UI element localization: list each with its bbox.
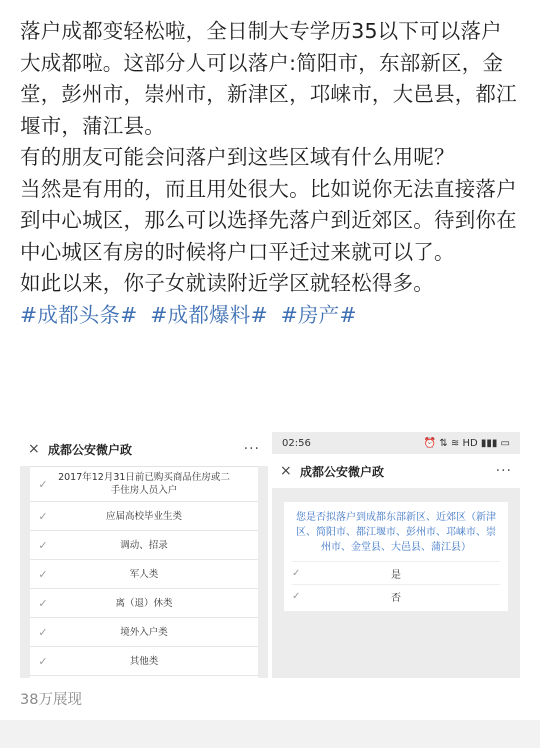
list-item bbox=[30, 531, 258, 560]
post-paragraph-4: 如此以来，你子女就读附近学区就轻松得多。 bbox=[20, 271, 434, 295]
list-item bbox=[30, 618, 258, 647]
list-item bbox=[30, 467, 258, 502]
status-time: 02:56 bbox=[282, 437, 311, 449]
option-label: 是 bbox=[391, 569, 401, 581]
hashtag-chengdu-toutiao[interactable]: #成都头条# bbox=[20, 302, 138, 327]
close-icon: × bbox=[28, 441, 40, 457]
list-item-label: 应届高校毕业生类 bbox=[105, 510, 182, 522]
post-paragraph-2: 有的朋友可能会问落户到这些区域有什么用呢？ bbox=[20, 145, 455, 169]
list-item-label: 2017年12月31日前已购买商品住房或二手住房人员入户 bbox=[58, 472, 230, 496]
list-item-label: 军人类 bbox=[129, 568, 159, 580]
hashtag-fangchan[interactable]: #房产# bbox=[280, 302, 357, 327]
category-list bbox=[30, 466, 258, 678]
check-icon: ✓ bbox=[38, 538, 48, 552]
left-app-title: 成都公安微户政 bbox=[48, 442, 133, 457]
list-item-label: 境外入户类 bbox=[120, 626, 168, 638]
question-card bbox=[284, 502, 508, 611]
list-item-label: 离（退）休类 bbox=[115, 597, 173, 609]
right-app-bar bbox=[272, 454, 520, 488]
post-paragraph-1: 落户成都变轻松啦，全日制大专学历35以下可以落户大成都啦。这部分人可以落户:简阳市，东部新区，金堂，彭州市，崇州市，新津区，邛崃市，大邑县，都江堰市，蒲江县。 bbox=[20, 19, 517, 138]
list-item bbox=[30, 502, 258, 531]
check-icon: ✓ bbox=[38, 509, 48, 523]
check-icon: ✓ bbox=[38, 567, 48, 581]
check-icon: ✓ bbox=[38, 654, 48, 668]
check-icon: ✓ bbox=[38, 596, 48, 610]
check-icon: ✓ bbox=[292, 590, 301, 602]
left-app-bar bbox=[20, 432, 268, 466]
bottom-divider bbox=[0, 720, 540, 748]
option-label: 否 bbox=[391, 592, 401, 604]
post-paragraph-3: 当然是有用的，而且用处很大。比如说你无法直接落户到中心城区，那么可以选择先落户到近郊区。待到你在中心城区有房的时候将户口平迁过来就可以了。 bbox=[20, 176, 517, 264]
right-app-title: 成都公安微户政 bbox=[300, 464, 385, 479]
hashtag-list bbox=[20, 300, 520, 332]
check-icon: ✓ bbox=[292, 567, 301, 579]
option-yes bbox=[292, 561, 500, 584]
list-item bbox=[30, 589, 258, 618]
check-icon: ✓ bbox=[38, 477, 48, 491]
list-item bbox=[30, 560, 258, 589]
list-item-label: 其他类 bbox=[129, 655, 159, 667]
list-item-label: 调动、招录 bbox=[120, 539, 168, 551]
list-item bbox=[30, 676, 258, 678]
question-text: 您是否拟落户到成都东部新区、近郊区（新津区、简阳市、都江堰市、彭州市、邛崃市、崇州市、金堂县、大邑县、蒲江县） bbox=[296, 512, 496, 553]
hashtag-chengdu-baoliao[interactable]: #成都爆料# bbox=[150, 302, 268, 327]
more-icon: ··· bbox=[495, 463, 512, 479]
view-count: 38万展现 bbox=[20, 692, 82, 708]
screenshot-left[interactable] bbox=[20, 432, 268, 678]
image-grid bbox=[20, 432, 520, 678]
close-icon: × bbox=[280, 463, 292, 479]
option-no bbox=[292, 584, 500, 607]
check-icon: ✓ bbox=[38, 625, 48, 639]
status-bar bbox=[272, 432, 520, 454]
status-icons: ⏰ ⇅ ≋ HD ▮▮▮ ▭ bbox=[423, 437, 510, 449]
screenshot-right[interactable] bbox=[272, 432, 520, 678]
post-body bbox=[20, 16, 520, 331]
more-icon: ··· bbox=[243, 441, 260, 457]
list-item bbox=[30, 647, 258, 676]
